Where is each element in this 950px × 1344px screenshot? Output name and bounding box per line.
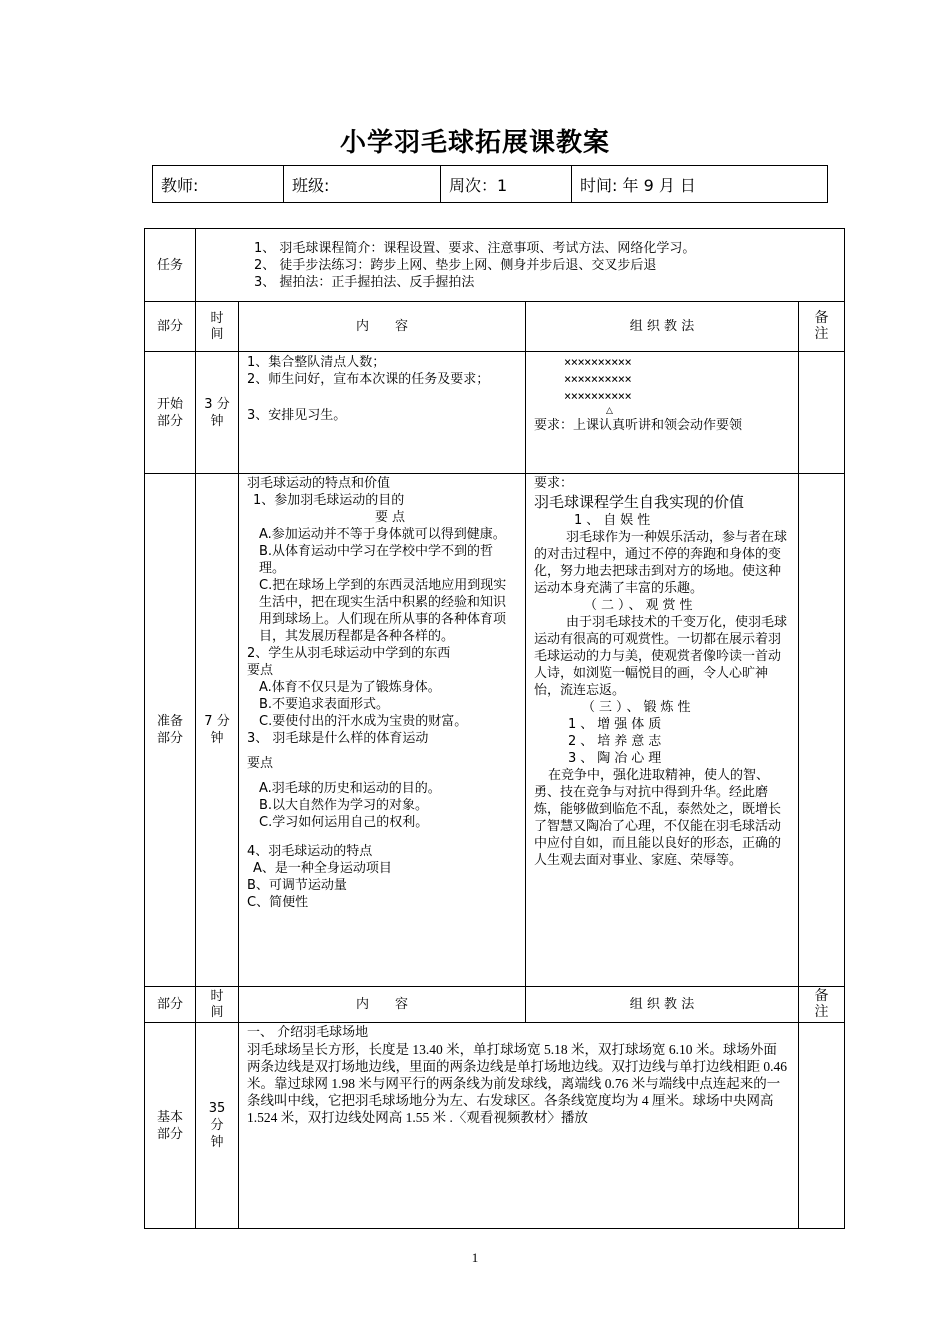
column-header-row <box>145 302 845 352</box>
teacher-field: 教师: <box>153 166 284 203</box>
method-line: （二）、观赏性 <box>584 598 697 613</box>
content-line: 2、学生从羽毛球运动中学到的东西 <box>247 646 451 661</box>
content-line: A.体育不仅只是为了锻炼身体。 <box>259 680 441 695</box>
prep-part: 准备部分 <box>145 474 196 987</box>
content-line: C.要使付出的汗水成为宝贵的财富。 <box>259 714 468 729</box>
basic-part: 基本部分 <box>145 1023 196 1229</box>
method-line: 2、培养意志 <box>568 734 666 749</box>
content-line: 要点 <box>247 663 274 678</box>
content-line: 1、参加羽毛球运动的目的 <box>253 493 405 508</box>
method-line: 3、陶冶心理 <box>568 751 666 766</box>
content-line: A.羽毛球的历史和运动的目的。 <box>259 781 441 796</box>
content-line: B.从体育运动中学习在学校中学不到的哲理。 <box>259 544 494 576</box>
col-part: 部分 <box>145 987 196 1023</box>
task-item: 1、 羽毛球课程简介：课程设置、要求、注意事项、考试方法、网络化学习。 <box>254 240 696 256</box>
start-part: 开始部分 <box>145 352 196 474</box>
col-method: 组 织 教 法 <box>526 987 799 1023</box>
start-note <box>799 352 845 474</box>
task-item: 2、 徒手步法练习：跨步上网、垫步上网、侧身并步后退、交叉步后退 <box>254 257 657 273</box>
start-item: 2、师生问好，宣布本次课的任务及要求； <box>247 372 490 387</box>
lesson-table <box>144 228 845 1229</box>
start-row <box>145 352 845 474</box>
basic-time: 35 分钟 <box>196 1023 239 1229</box>
content-line: C、简便性 <box>247 895 309 910</box>
task-label: 任务 <box>145 229 196 302</box>
teacher-triangle-icon: △ <box>606 406 613 416</box>
formation-row: ×××××××××× <box>564 389 632 403</box>
basic-row <box>145 1023 845 1229</box>
class-field: 班级: <box>284 166 441 203</box>
header-table <box>152 165 828 203</box>
start-item: 1、集合整队清点人数； <box>247 355 386 370</box>
start-item: 3、安排见习生。 <box>247 408 347 423</box>
basic-content <box>239 1023 799 1229</box>
prep-time: 7 分钟 <box>196 474 239 987</box>
col-content: 内 容 <box>239 302 526 352</box>
start-content <box>239 352 526 474</box>
col-method: 组 织 教 法 <box>526 302 799 352</box>
prep-row <box>145 474 845 987</box>
method-line: 1、增强体质 <box>568 717 666 732</box>
time-field: 时间: 年 9 月 日 <box>572 166 828 203</box>
content-line: A.参加运动并不等于身体就可以得到健康。 <box>259 527 506 542</box>
content-line: C.学习如何运用自己的权利。 <box>259 815 429 830</box>
content-line: 要点 <box>375 510 410 525</box>
prep-note <box>799 474 845 987</box>
col-part: 部分 <box>145 302 196 352</box>
content-line: B、可调节运动量 <box>247 878 347 893</box>
week-field: 周次：1 <box>441 166 572 203</box>
task-list <box>196 229 845 302</box>
method-line: 1、自娱性 <box>574 513 655 528</box>
start-time: 3 分钟 <box>196 352 239 474</box>
col-time: 时间 <box>196 987 239 1023</box>
basic-heading: 一、 介绍羽毛球场地 <box>247 1025 369 1040</box>
prep-content <box>239 474 526 987</box>
method-line: 由于羽毛球技术的千变万化，使羽毛球运动有很高的可观赏性。一切都在展示着羽毛球运动的力与美，使观赏者像吟读一首动人诗，如浏览一幅悦目的画，令人心旷神怡，流连忘返。 <box>534 615 788 698</box>
method-line: 在竞争中，强化进取精神，使人的智、勇、技在竞争与对抗中得到升华。经此磨炼，能够做到临危不乱，泰然处之，既增长了智慧又陶冶了心理，不仅能在羽毛球活动中应付自如，而且能以良好的形态，正确的人生观去面对事业、家庭、荣辱等。 <box>534 768 782 868</box>
method-line: （三）、锻炼性 <box>582 700 695 715</box>
content-line: 羽毛球运动的特点和价值 <box>247 476 391 491</box>
content-line: B.不要追求表面形式。 <box>259 697 390 712</box>
prep-method <box>526 474 799 987</box>
basic-text: 羽毛球场呈长方形，长度是 13.40 米，单打球场宽 5.18 米，双打球场宽 6.10 米。球场外面两条边线是双打场地边线，里面的两条边线是单打场地边线。双打边线与单打边线相距 0.46 米。靠过球网 1.98 米与网平行的两条线为前发球线，离端线 0.76 米与端线中点连起来的一条线叫中线，它把羽毛球场地分为左、右发球区。各条线宽度均为 4 厘米。球场中央网高 1.524 米，双打边线处网高 1.55 米 .〈观看视频教材〉播放 <box>247 1042 787 1125</box>
content-line: 要点 <box>247 756 274 771</box>
formation-row: ×××××××××× <box>564 355 632 369</box>
page-number: 1 <box>471 1250 479 1265</box>
col-note: 备注 <box>799 302 845 352</box>
method-line: 羽毛球作为一种娱乐活动，参与者在球的对击过程中，通过不停的奔跑和身体的变化，努力地去把球击到对方的场地。使这种运动本身充满了丰富的乐趣。 <box>534 530 788 596</box>
method-line: 要求： <box>534 476 574 491</box>
column-header-row <box>145 987 845 1023</box>
col-note: 备注 <box>799 987 845 1023</box>
col-time: 时间 <box>196 302 239 352</box>
content-line: C.把在球场上学到的东西灵活地应用到现实生活中，把在现实生活中积累的经验和知识用到球场上。人们现在所从事的各种体育项目，其发展历程都是各种各样的。 <box>259 578 507 644</box>
page-title: 小学羽毛球拓展课教案 <box>339 128 610 158</box>
content-line: 3、 羽毛球是什么样的体育运动 <box>247 731 429 746</box>
method-line: 羽毛球课程学生自我实现的价值 <box>534 493 745 511</box>
start-requirement: 要求：上课认真听讲和领会动作要领 <box>534 418 743 433</box>
task-row <box>145 229 845 302</box>
col-content: 内 容 <box>239 987 526 1023</box>
start-method <box>526 352 799 474</box>
content-line: B.以大自然作为学习的对象。 <box>259 798 429 813</box>
content-line: A、是一种全身运动项目 <box>253 861 392 876</box>
formation-row: ×××××××××× <box>564 372 632 386</box>
task-item: 3、 握拍法：正手握拍法、反手握拍法 <box>254 274 475 290</box>
basic-note <box>799 1023 845 1229</box>
content-line: 4、羽毛球运动的特点 <box>247 844 373 859</box>
